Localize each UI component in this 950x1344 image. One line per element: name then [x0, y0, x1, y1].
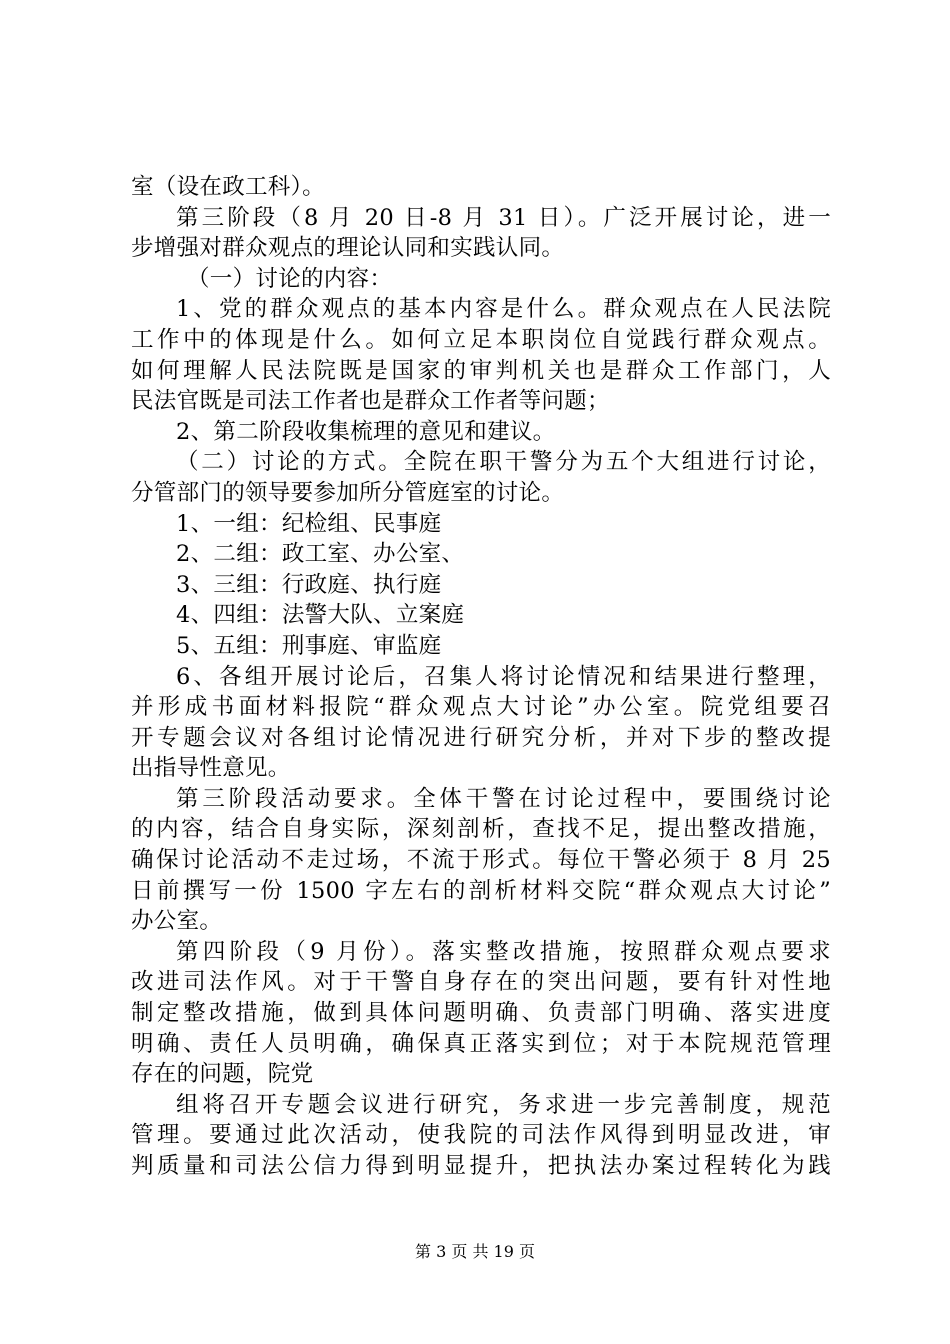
text-line: 第四阶段（9 月份）。落实整改措施，按照群众观点要求 [176, 938, 831, 965]
text-line: 工作中的体现是什么。如何立足本职岗位自觉践行群众观点。 [131, 326, 831, 353]
text-line: 6、各组开展讨论后，召集人将讨论情况和结果进行整理， [176, 663, 831, 690]
text-line: 明确、责任人员明确，确保真正落实到位；对于本院规范管理 [131, 1030, 831, 1057]
text-line: 改进司法作风。对于干警自身存在的突出问题，要有针对性地 [131, 969, 831, 996]
text-line: 出指导性意见。 [131, 755, 291, 782]
page-footer: 第 3 页 共 19 页 [415, 1242, 535, 1261]
text-line: （二）讨论的方式。全院在职干警分为五个大组进行讨论， [176, 449, 831, 476]
text-line: 5、五组：刑事庭、审监庭 [176, 632, 442, 659]
text-line: 第三阶段（8 月 20 日-8 月 31 日）。广泛开展讨论，进一 [176, 204, 831, 231]
text-line: 如何理解人民法院既是国家的审判机关也是群众工作部门，人 [131, 357, 831, 384]
text-line: 4、四组：法警大队、立案庭 [176, 602, 465, 629]
text-line: 室（设在政工科）。 [131, 174, 325, 200]
text-line: 组将召开专题会议进行研究，务求进一步完善制度，规范 [176, 1091, 831, 1118]
text-line: 判质量和司法公信力得到明显提升，把执法办案过程转化为践 [131, 1153, 831, 1179]
text-line: 第三阶段活动要求。全体干警在讨论过程中，要围绕讨论 [176, 785, 831, 812]
text-line: 并形成书面材料报院“群众观点大讨论”办公室。院党组要召 [131, 694, 831, 721]
text-line: 日前撰写一份 1500 字左右的剖析材料交院“群众观点大讨论” [131, 877, 831, 904]
text-line: 1、党的群众观点的基本内容是什么。群众观点在人民法院 [176, 296, 831, 323]
text-line: 1、一组：纪检组、民事庭 [176, 510, 442, 537]
text-line: 的内容，结合自身实际，深刻剖析，查找不足，提出整改措施， [131, 816, 831, 843]
text-line: （一）讨论的内容： [187, 265, 393, 292]
text-line: 民法官既是司法工作者也是群众工作者等问题； [131, 388, 610, 415]
text-line: 办公室。 [131, 908, 223, 935]
text-line: 制定整改措施，做到具体问题明确、负责部门明确、落实进度 [131, 1000, 831, 1027]
text-line: 开专题会议对各组讨论情况进行研究分析，并对下步的整改提 [131, 724, 831, 751]
text-line: 确保讨论活动不走过场，不流于形式。每位干警必须于 8 月 25 [131, 847, 831, 874]
text-line: 2、二组：政工室、办公室、 [176, 541, 465, 568]
text-line: 管理。要通过此次活动，使我院的司法作风得到明显改进，审 [131, 1122, 831, 1149]
document-body [131, 172, 831, 1182]
text-line: 步增强对群众观点的理论认同和实践认同。 [131, 235, 565, 262]
text-line: 3、三组：行政庭、执行庭 [176, 571, 442, 598]
text-line: 分管部门的领导要参加所分管庭室的讨论。 [131, 479, 565, 506]
text-line: 2、第二阶段收集梳理的意见和建议。 [176, 418, 556, 445]
text-line: 存在的问题，院党 [131, 1061, 314, 1088]
